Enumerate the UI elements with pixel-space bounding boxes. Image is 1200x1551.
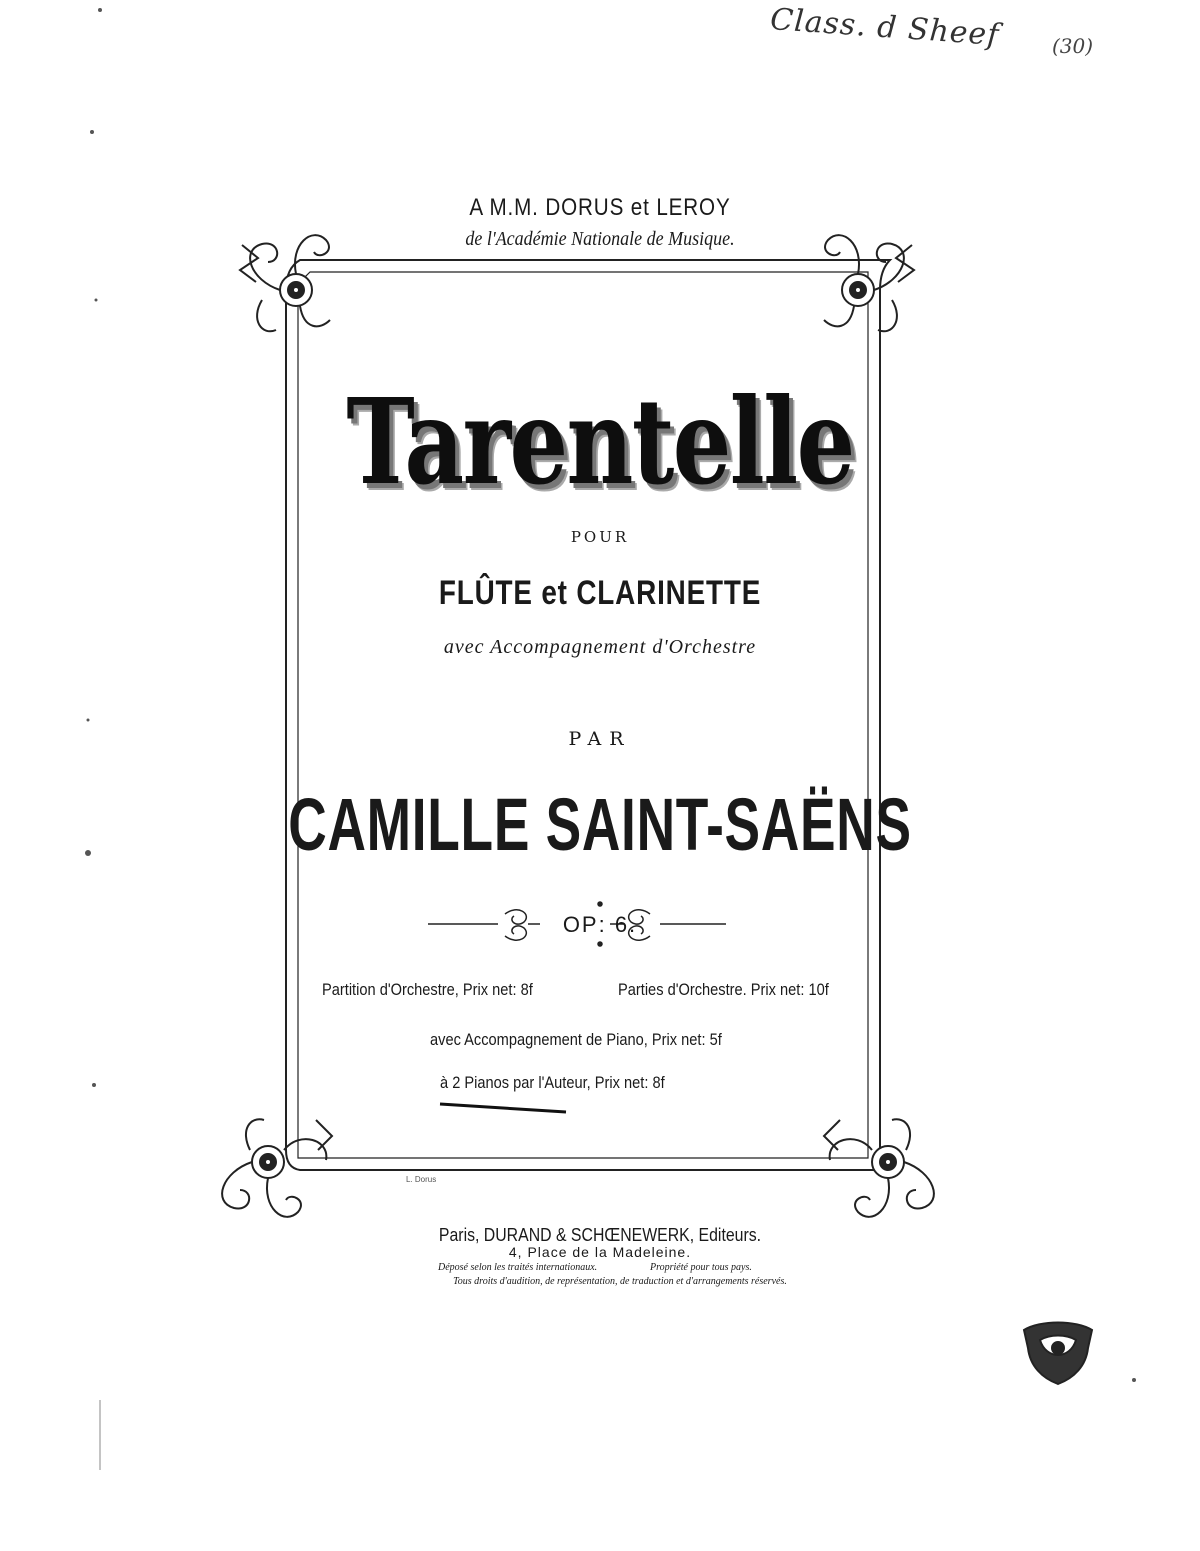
price-underline: [440, 1104, 566, 1112]
price-orchestral-score: Partition d'Orchestre, Prix net: 8f: [322, 980, 533, 999]
price-piano: avec Accompagnement de Piano, Prix net: 5f: [430, 1030, 722, 1049]
legal-notice-3: Tous droits d'audition, de représentation, de traduction et d'arrangements réservés.: [453, 1276, 787, 1287]
par-label: PAR: [568, 728, 632, 750]
dedication-line-1: A M.M. DORUS et LEROY: [469, 194, 731, 221]
publisher-stamp: [1024, 1323, 1092, 1385]
price-two-pianos: à 2 Pianos par l'Auteur, Prix net: 8f: [440, 1073, 665, 1092]
legal-notice-1: Déposé selon les traités internationaux.: [438, 1262, 598, 1273]
opus-number: OP: 6.: [562, 912, 638, 937]
publisher-line-1: Paris, DURAND & SCHŒNEWERK, Editeurs.: [438, 1225, 762, 1245]
engraver-credit: L. Dorus: [406, 1175, 437, 1184]
handwritten-number: (30): [1052, 34, 1094, 58]
page-title: Tarentelle: [346, 372, 854, 511]
instruments: FLÛTE et CLARINETTE: [438, 574, 762, 612]
price-orchestral-parts: Parties d'Orchestre. Prix net: 10f: [618, 980, 829, 999]
publisher-address: 4, Place de la Madeleine.: [508, 1244, 692, 1260]
composer-name: CAMILLE SAINT-SAËNS: [288, 783, 912, 866]
handwritten-note: Class. d Sheef: [769, 2, 1001, 53]
pour-label: POUR: [570, 528, 630, 546]
corner-ornament-bottom-left: [222, 1119, 332, 1217]
corner-ornament-bottom-right: [824, 1119, 934, 1217]
dedication-line-2: de l'Académie Nationale de Musique.: [465, 228, 735, 250]
accompaniment: avec Accompagnement d'Orchestre: [443, 636, 757, 658]
legal-notice-2: Propriété pour tous pays.: [650, 1262, 752, 1273]
